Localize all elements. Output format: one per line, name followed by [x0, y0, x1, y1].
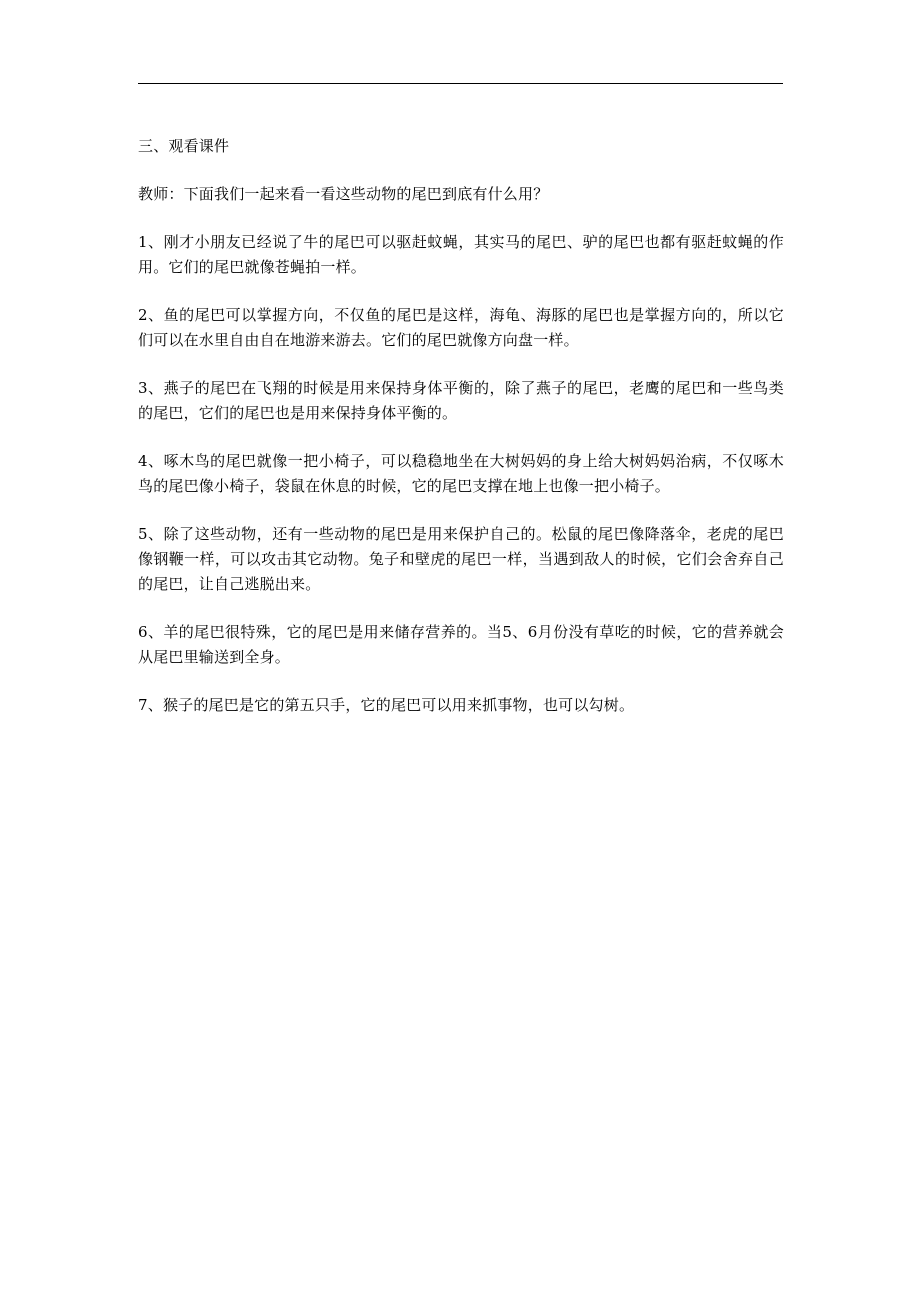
list-item-6: 6、羊的尾巴很特殊，它的尾巴是用来储存营养的。当5、6月份没有草吃的时候，它的营养就会从尾巴里输送到全身。 [138, 623, 784, 666]
list-item-1: 1、刚才小朋友已经说了牛的尾巴可以驱赶蚊蝇，其实马的尾巴、驴的尾巴也都有驱赶蚊蝇的作用。它们的尾巴就像苍蝇拍一样。 [138, 233, 784, 276]
list-item-3: 3、燕子的尾巴在飞翔的时候是用来保持身体平衡的，除了燕子的尾巴，老鹰的尾巴和一些鸟类的尾巴，它们的尾巴也是用来保持身体平衡的。 [138, 379, 784, 422]
list-item-2: 2、鱼的尾巴可以掌握方向，不仅鱼的尾巴是这样，海龟、海豚的尾巴也是掌握方向的，所以它们可以在水里自由自在地游来游去。它们的尾巴就像方向盘一样。 [138, 306, 784, 349]
list-item-5: 5、除了这些动物，还有一些动物的尾巴是用来保护自己的。松鼠的尾巴像降落伞，老虎的尾巴像钢鞭一样，可以攻击其它动物。兔子和壁虎的尾巴一样，当遇到敌人的时候，它们会舍弃自己的尾巴，让自己逃脱出来。 [138, 525, 784, 593]
list-item-7: 7、猴子的尾巴是它的第五只手，它的尾巴可以用来抓事物，也可以勾树。 [138, 696, 635, 714]
document-body [138, 134, 784, 741]
header-rule [138, 83, 783, 84]
list-item-4: 4、啄木鸟的尾巴就像一把小椅子，可以稳稳地坐在大树妈妈的身上给大树妈妈治病，不仅啄木鸟的尾巴像小椅子，袋鼠在休息的时候，它的尾巴支撑在地上也像一把小椅子。 [138, 452, 784, 495]
teacher-intro: 教师：下面我们一起来看一看这些动物的尾巴到底有什么用？ [138, 185, 549, 203]
section-heading: 三、观看课件 [138, 137, 230, 155]
